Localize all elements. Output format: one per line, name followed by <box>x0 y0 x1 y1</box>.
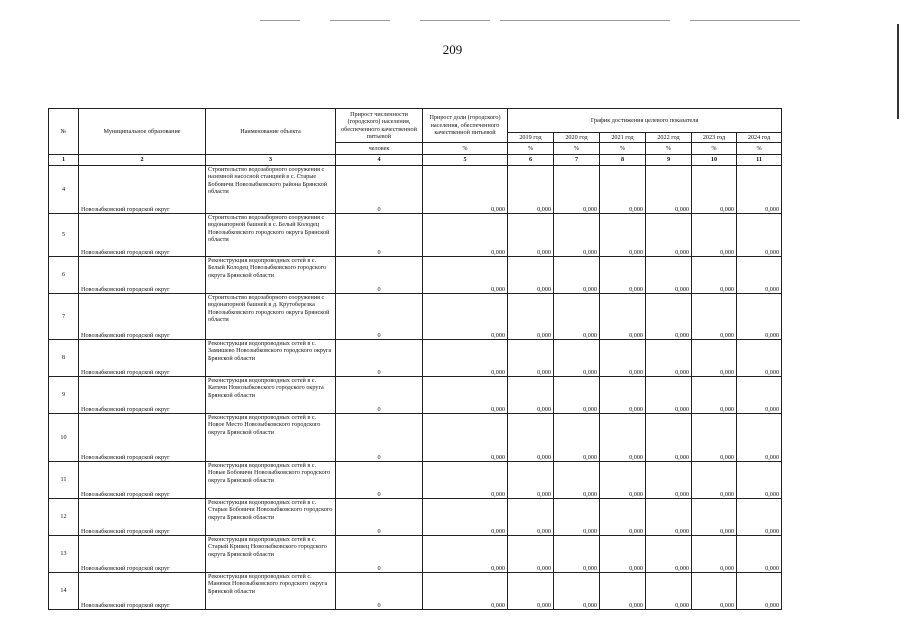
year-value-cell: 0,000 <box>600 377 646 414</box>
year-value-cell: 0,000 <box>692 257 737 294</box>
header-year: 2019 год <box>508 133 554 143</box>
table-row <box>49 499 782 536</box>
column-number: 5 <box>423 155 508 166</box>
people-cell: 0 <box>336 294 423 340</box>
unit-percent: % <box>423 143 508 155</box>
column-number: 6 <box>508 155 554 166</box>
year-value-cell: 0,000 <box>646 536 692 573</box>
year-value-cell: 0,000 <box>554 573 600 610</box>
municipality-cell: Новозыбковский городской округ <box>79 257 206 294</box>
year-value-cell: 0,000 <box>737 340 782 377</box>
column-number: 7 <box>554 155 600 166</box>
year-value-cell: 0,000 <box>737 294 782 340</box>
year-value-cell: 0,000 <box>600 462 646 499</box>
table-row <box>49 294 782 340</box>
year-value-cell: 0,000 <box>508 257 554 294</box>
column-number-row <box>49 155 782 166</box>
share-cell: 0,000 <box>423 414 508 462</box>
year-value-cell: 0,000 <box>508 499 554 536</box>
year-value-cell: 0,000 <box>737 377 782 414</box>
unit-percent: % <box>554 143 600 155</box>
row-number: 13 <box>49 536 79 573</box>
column-number: 8 <box>600 155 646 166</box>
year-value-cell: 0,000 <box>508 414 554 462</box>
scan-edge-line <box>897 24 899 119</box>
year-value-cell: 0,000 <box>692 573 737 610</box>
people-cell: 0 <box>336 462 423 499</box>
share-cell: 0,000 <box>423 340 508 377</box>
row-number: 14 <box>49 573 79 610</box>
year-value-cell: 0,000 <box>600 573 646 610</box>
header-year: 2023 год <box>692 133 737 143</box>
header-municipality: Муниципальное образование <box>79 109 206 155</box>
year-value-cell: 0,000 <box>554 257 600 294</box>
year-value-cell: 0,000 <box>737 573 782 610</box>
share-cell: 0,000 <box>423 214 508 257</box>
municipality-cell: Новозыбковский городской округ <box>79 377 206 414</box>
column-number: 11 <box>737 155 782 166</box>
share-cell: 0,000 <box>423 536 508 573</box>
table-row <box>49 536 782 573</box>
year-value-cell: 0,000 <box>646 414 692 462</box>
object-cell: Реконструкция водопроводных сетей в с. Новые Бобовичи Новозыбковского городского округа Брянской области <box>206 462 336 499</box>
share-cell: 0,000 <box>423 166 508 214</box>
year-value-cell: 0,000 <box>508 536 554 573</box>
year-value-cell: 0,000 <box>692 166 737 214</box>
table-row <box>49 257 782 294</box>
unit-percent: % <box>692 143 737 155</box>
year-value-cell: 0,000 <box>737 414 782 462</box>
year-value-cell: 0,000 <box>600 340 646 377</box>
unit-percent: % <box>737 143 782 155</box>
municipality-cell: Новозыбковский городской округ <box>79 499 206 536</box>
municipality-cell: Новозыбковский городской округ <box>79 462 206 499</box>
municipality-cell: Новозыбковский городской округ <box>79 340 206 377</box>
year-value-cell: 0,000 <box>600 294 646 340</box>
share-cell: 0,000 <box>423 462 508 499</box>
year-value-cell: 0,000 <box>646 294 692 340</box>
header-year: 2024 год <box>737 133 782 143</box>
year-value-cell: 0,000 <box>554 166 600 214</box>
header-year: 2022 год <box>646 133 692 143</box>
header-num: № <box>49 109 79 155</box>
unit-percent: % <box>646 143 692 155</box>
year-value-cell: 0,000 <box>737 166 782 214</box>
people-cell: 0 <box>336 340 423 377</box>
row-number: 12 <box>49 499 79 536</box>
object-cell: Реконструкция водопроводных сетей в с. Замишево Новозыбковского городского округа Брянской области <box>206 340 336 377</box>
year-value-cell: 0,000 <box>600 214 646 257</box>
year-value-cell: 0,000 <box>554 499 600 536</box>
object-cell: Строительство водозаборного сооружения с водонапорной башней в д. Крутоберезка Новозыбковского городского округа Брянской области <box>206 294 336 340</box>
year-value-cell: 0,000 <box>646 499 692 536</box>
table-row <box>49 462 782 499</box>
year-value-cell: 0,000 <box>600 166 646 214</box>
year-value-cell: 0,000 <box>646 340 692 377</box>
year-value-cell: 0,000 <box>692 377 737 414</box>
table-row <box>49 573 782 610</box>
year-value-cell: 0,000 <box>737 257 782 294</box>
people-cell: 0 <box>336 573 423 610</box>
people-cell: 0 <box>336 166 423 214</box>
row-number: 8 <box>49 340 79 377</box>
column-number: 10 <box>692 155 737 166</box>
table-row <box>49 377 782 414</box>
object-cell: Реконструкция водопроводных сетей в с. Старый Кривец Новозыбковского городского округа Брянской области <box>206 536 336 573</box>
row-number: 11 <box>49 462 79 499</box>
year-value-cell: 0,000 <box>737 499 782 536</box>
municipality-cell: Новозыбковский городской округ <box>79 536 206 573</box>
page-number: 209 <box>442 42 463 57</box>
header-schedule: График достижения целевого показателя <box>508 109 782 133</box>
header-year: 2021 год <box>600 133 646 143</box>
target-indicator-table <box>48 108 782 610</box>
year-value-cell: 0,000 <box>692 462 737 499</box>
year-value-cell: 0,000 <box>692 499 737 536</box>
object-cell: Реконструкция водопроводных сетей в с. Старые Бобовичи Новозыбковского городского округа Брянской области <box>206 499 336 536</box>
year-value-cell: 0,000 <box>554 462 600 499</box>
people-cell: 0 <box>336 536 423 573</box>
year-value-cell: 0,000 <box>646 573 692 610</box>
column-number: 4 <box>336 155 423 166</box>
share-cell: 0,000 <box>423 257 508 294</box>
municipality-cell: Новозыбковский городской округ <box>79 414 206 462</box>
year-value-cell: 0,000 <box>600 536 646 573</box>
people-cell: 0 <box>336 257 423 294</box>
year-value-cell: 0,000 <box>508 462 554 499</box>
row-number: 5 <box>49 214 79 257</box>
municipality-cell: Новозыбковский городской округ <box>79 166 206 214</box>
municipality-cell: Новозыбковский городской округ <box>79 573 206 610</box>
row-number: 10 <box>49 414 79 462</box>
year-value-cell: 0,000 <box>554 414 600 462</box>
municipality-cell: Новозыбковский городской округ <box>79 214 206 257</box>
year-value-cell: 0,000 <box>692 536 737 573</box>
column-number: 3 <box>206 155 336 166</box>
people-cell: 0 <box>336 499 423 536</box>
header-year: 2020 год <box>554 133 600 143</box>
year-value-cell: 0,000 <box>554 377 600 414</box>
year-value-cell: 0,000 <box>554 340 600 377</box>
year-value-cell: 0,000 <box>646 377 692 414</box>
year-value-cell: 0,000 <box>646 166 692 214</box>
column-number: 9 <box>646 155 692 166</box>
year-value-cell: 0,000 <box>646 257 692 294</box>
year-value-cell: 0,000 <box>646 214 692 257</box>
row-number: 7 <box>49 294 79 340</box>
people-cell: 0 <box>336 377 423 414</box>
header-share-growth: Прирост доли (городского) населения, обеспеченного качественной питьевой <box>423 109 508 143</box>
year-value-cell: 0,000 <box>600 499 646 536</box>
header-population-growth: Прирост численности (городского) населения, обеспеченного качественной питьевой <box>336 109 423 143</box>
table-row <box>49 166 782 214</box>
people-cell: 0 <box>336 414 423 462</box>
share-cell: 0,000 <box>423 377 508 414</box>
year-value-cell: 0,000 <box>692 294 737 340</box>
year-value-cell: 0,000 <box>554 294 600 340</box>
row-number: 6 <box>49 257 79 294</box>
column-number: 2 <box>79 155 206 166</box>
year-value-cell: 0,000 <box>692 340 737 377</box>
unit-people: человек <box>336 143 423 155</box>
table-row <box>49 414 782 462</box>
unit-percent: % <box>508 143 554 155</box>
unit-percent: % <box>600 143 646 155</box>
header-object: Наименование объекта <box>206 109 336 155</box>
year-value-cell: 0,000 <box>508 214 554 257</box>
scan-top-marks <box>260 12 880 24</box>
year-value-cell: 0,000 <box>600 414 646 462</box>
table-header <box>49 109 782 166</box>
year-value-cell: 0,000 <box>692 214 737 257</box>
share-cell: 0,000 <box>423 499 508 536</box>
object-cell: Реконструкция водопроводных сетей в с. Белый Колодец Новозыбковского городского округа Брянской области <box>206 257 336 294</box>
municipality-cell: Новозыбковский городской округ <box>79 294 206 340</box>
table-row <box>49 340 782 377</box>
row-number: 4 <box>49 166 79 214</box>
share-cell: 0,000 <box>423 573 508 610</box>
year-value-cell: 0,000 <box>600 257 646 294</box>
year-value-cell: 0,000 <box>646 462 692 499</box>
year-value-cell: 0,000 <box>692 414 737 462</box>
year-value-cell: 0,000 <box>508 377 554 414</box>
year-value-cell: 0,000 <box>554 536 600 573</box>
year-value-cell: 0,000 <box>508 166 554 214</box>
share-cell: 0,000 <box>423 294 508 340</box>
year-value-cell: 0,000 <box>737 536 782 573</box>
object-cell: Строительство водозаборного сооружения с водонапорной башней в с. Белый Колодец Новозыбковского городского округа Брянской области <box>206 214 336 257</box>
year-value-cell: 0,000 <box>508 294 554 340</box>
object-cell: Реконструкция водопроводных сетей в с. Новое Место Новозыбковского городского округа Брянской области <box>206 414 336 462</box>
year-value-cell: 0,000 <box>554 214 600 257</box>
table-row <box>49 214 782 257</box>
object-cell: Строительство водозаборного сооружения с наземной насосной станцией в с. Старые Бобовичи Новозыбковского района Брянской области <box>206 166 336 214</box>
row-number: 9 <box>49 377 79 414</box>
year-value-cell: 0,000 <box>508 573 554 610</box>
object-cell: Реконструкция водопроводных сетей в с. Катичи Новозыбковского городского округа Брянской области <box>206 377 336 414</box>
object-cell: Реконструкция водопроводных сетей с. Манюки Новозыбковского городского округа Брянской области <box>206 573 336 610</box>
year-value-cell: 0,000 <box>508 340 554 377</box>
year-value-cell: 0,000 <box>737 462 782 499</box>
people-cell: 0 <box>336 214 423 257</box>
column-number: 1 <box>49 155 79 166</box>
year-value-cell: 0,000 <box>737 214 782 257</box>
